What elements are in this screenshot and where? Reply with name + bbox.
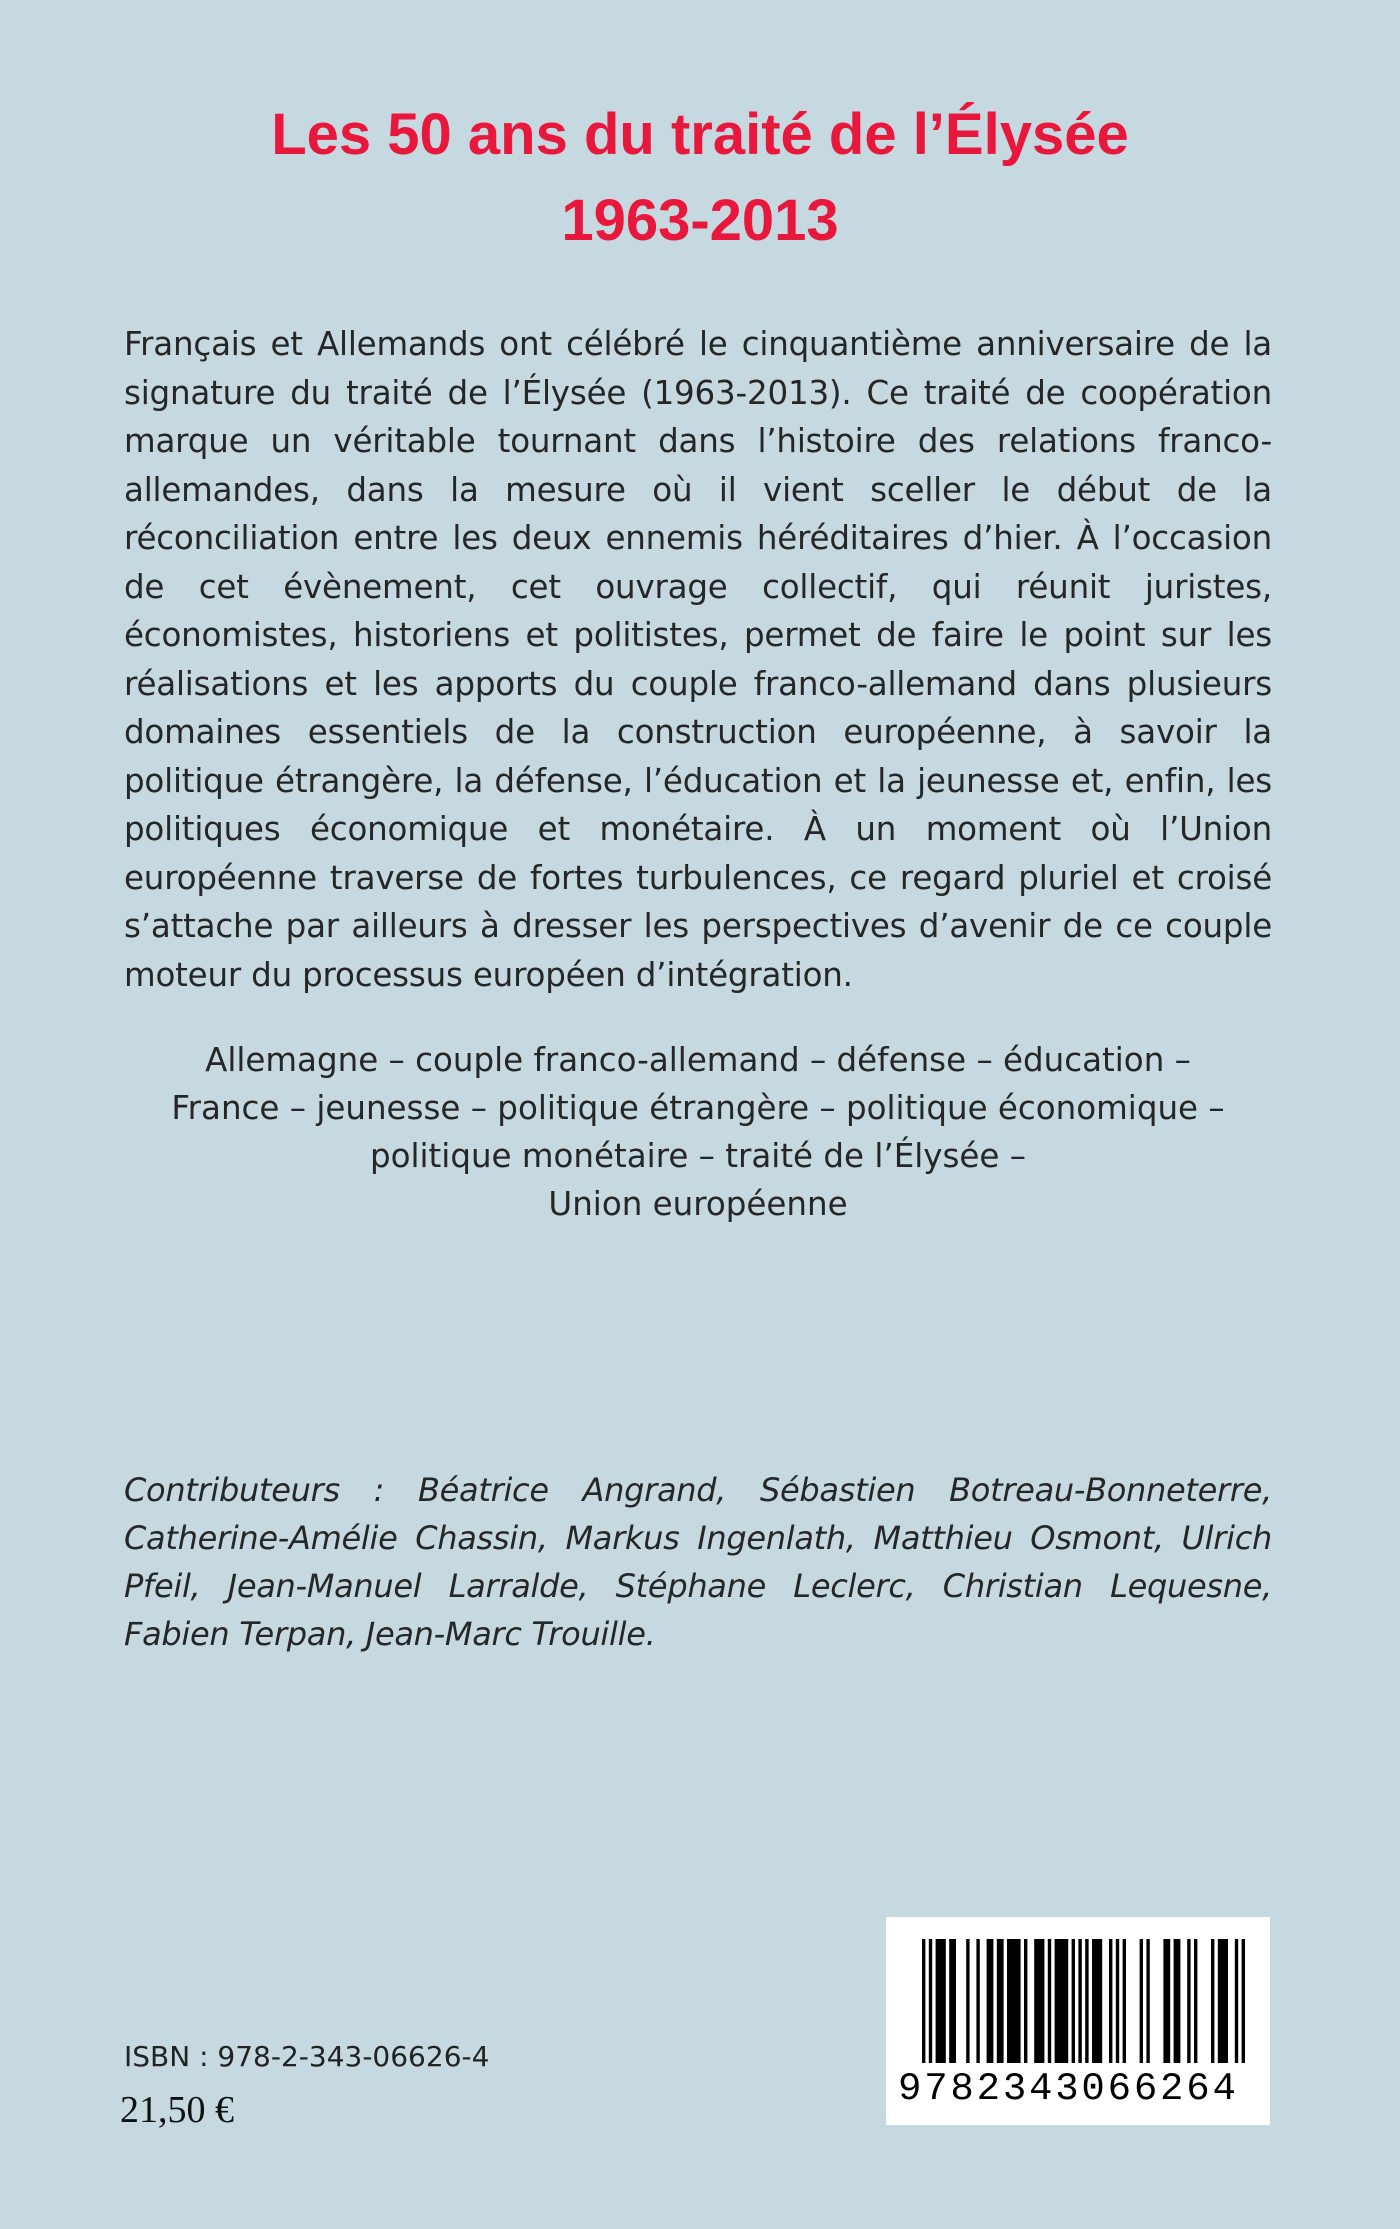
keywords-line: France – jeunesse – politique étrangère – politique économique – <box>171 1089 1225 1127</box>
barcode-bar <box>929 1939 932 2063</box>
barcode-bar <box>922 1939 925 2063</box>
barcode-bar <box>1109 1939 1112 2063</box>
barcode-bar <box>966 1939 969 2063</box>
barcode-bar <box>1123 1939 1126 2063</box>
barcode-bar <box>976 1939 979 2063</box>
barcode-bar <box>1174 1939 1181 2063</box>
book-title: Les 50 ans du traité de l’Élysée <box>271 102 1129 167</box>
barcode-bar <box>1211 1939 1214 2063</box>
isbn-label: ISBN : 978-2-343-06626-4 <box>124 2040 490 2073</box>
barcode-bar <box>1146 1939 1149 2063</box>
barcode-bar <box>1163 1939 1170 2063</box>
keywords-line: Union européenne <box>548 1185 848 1223</box>
barcode-bar <box>1055 1939 1069 2063</box>
price-label: 21,50 € <box>120 2089 234 2131</box>
barcode-digits: 9782343066264 <box>898 2067 1239 2111</box>
barcode-bar <box>997 1939 1004 2063</box>
barcode-bar <box>1072 1939 1075 2063</box>
barcode-bar <box>936 1939 946 2063</box>
barcode-bar <box>1078 1939 1081 2063</box>
barcode <box>886 1917 1270 2125</box>
barcode-bar <box>1085 1939 1088 2063</box>
barcode-bar <box>1218 1939 1228 2063</box>
barcode-bar <box>1235 1939 1238 2063</box>
keywords-line: politique monétaire – traité de l’Élysée – <box>369 1137 1026 1175</box>
barcode-bars <box>886 1917 1270 2067</box>
barcode-bar <box>949 1939 956 2063</box>
barcode-bar <box>1092 1939 1102 2063</box>
barcode-bar <box>1116 1939 1119 2063</box>
barcode-bar <box>1187 1939 1190 2063</box>
contributors-text: Contributeurs : Béatrice Angrand, Sébastien Botreau-Bonneterre, Catherine-Amélie Chassin, Markus Ingenlath, Matthieu Osmont, Ulrich Pfeil, Jean-Manuel Larralde, Stéphane Leclerc, Christian Lequesne, Fabien Terpan, Jean-Marc Trouille. <box>124 1471 1272 1653</box>
barcode-bar <box>1007 1939 1021 2063</box>
barcode-bar <box>1242 1939 1245 2063</box>
barcode-bar <box>1140 1939 1143 2063</box>
book-title-years: 1963-2013 <box>561 188 839 253</box>
barcode-bar <box>1034 1939 1044 2063</box>
barcode-bar <box>1024 1939 1027 2063</box>
keywords-line: Allemagne – couple franco-allemand – défense – éducation – <box>205 1041 1191 1079</box>
barcode-bar <box>1048 1939 1051 2063</box>
keywords-block <box>124 1036 1272 1228</box>
barcode-bar <box>987 1939 994 2063</box>
summary-text: Français et Allemands ont célébré le cinquantième anniversaire de la signature du traité de l’Élysée (1963-2013). Ce traité de coopération marque un véritable tournant dans l’histoire des relations franco-allemandes, dans la mesure où il vient sceller le début de la réconciliation entre les deux ennemis héréditaires d’hier. À l’occasion de cet évènement, cet ouvrage collectif, qui réunit juristes, économistes, historiens et politistes, permet de faire le point sur les réalisations et les apports du couple franco-allemand dans plusieurs domaines essentiels de la construction européenne, à savoir la politique étrangère, la défense, l’éducation et la jeunesse et, enfin, les politiques économique et monétaire. À un moment où l’Union européenne traverse de fortes turbulences, ce regard pluriel et croisé s’attache par ailleurs à dresser les perspectives d’avenir de ce couple moteur du processus européen d’intégration. <box>124 325 1272 994</box>
barcode-bar <box>1194 1939 1197 2063</box>
